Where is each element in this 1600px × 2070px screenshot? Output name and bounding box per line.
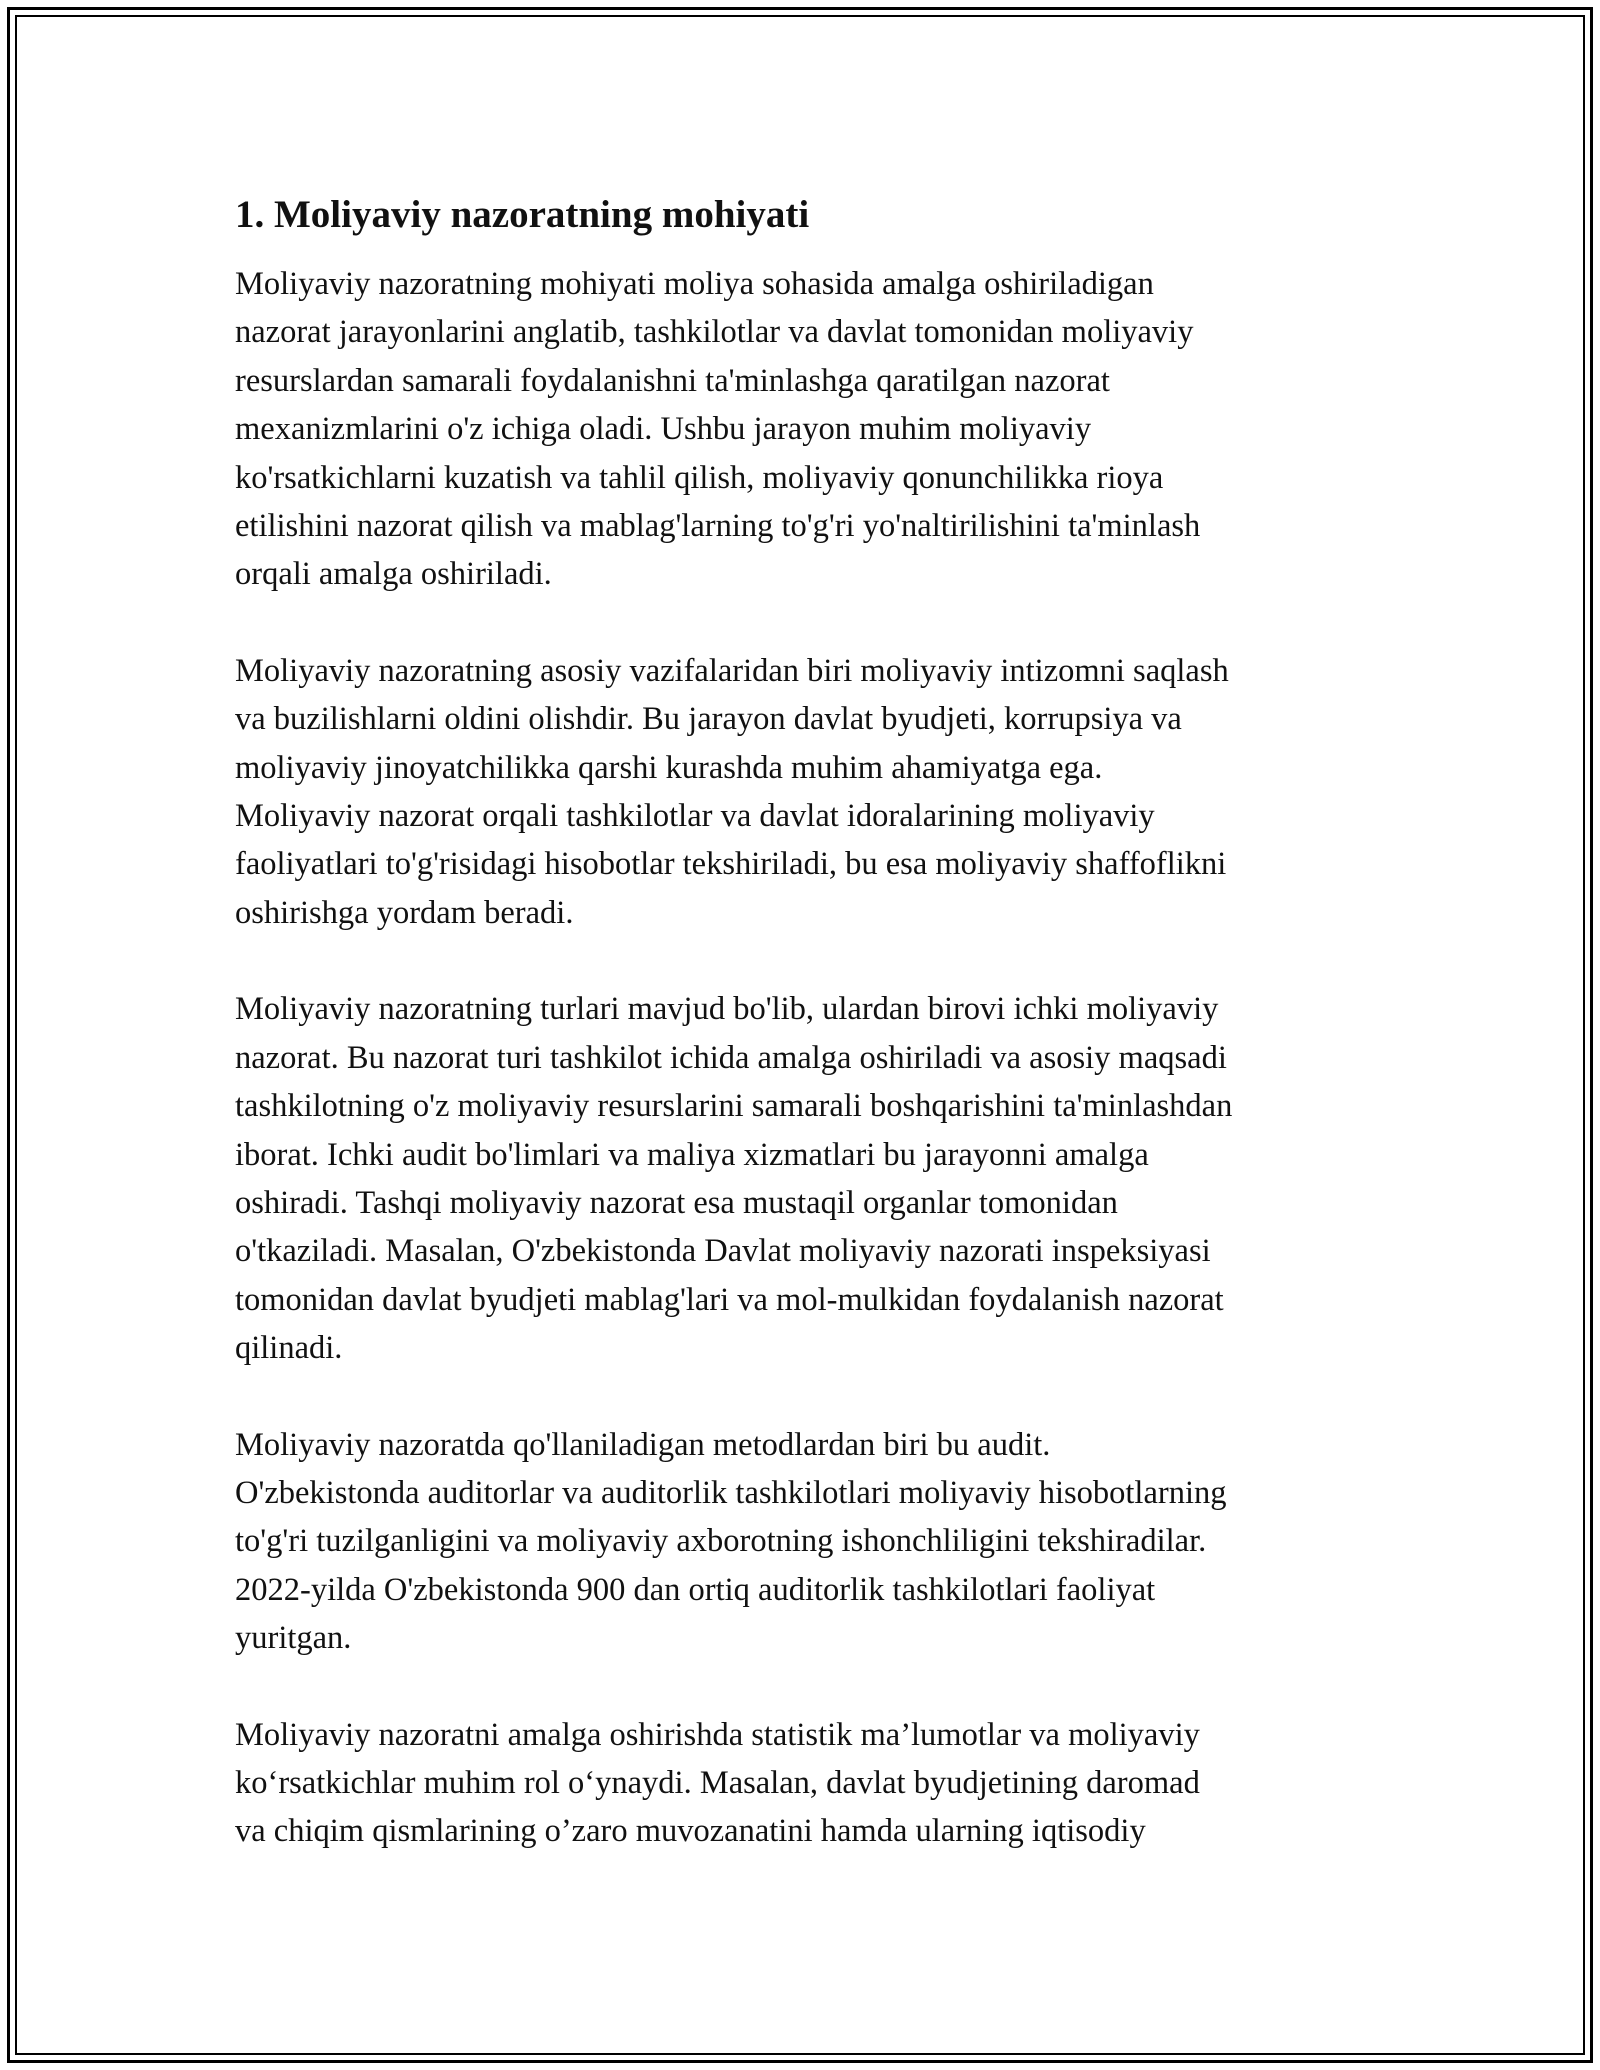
- text-line: iborat. Ichki audit bo'limlari va maliya xizmatlari bu jarayonni amalga: [235, 1136, 1149, 1173]
- text-line: va chiqim qismlarining o’zaro muvozanatini hamda ularning iqtisodiy: [235, 1813, 1146, 1850]
- text-line: faoliyatlari to'g'risidagi hisobotlar tekshiriladi, bu esa moliyaviy shaffoflikni: [235, 846, 1227, 883]
- text-line: ko'rsatkichlarni kuzatish va tahlil qilish, moliyaviy qonunchilikka rioya: [235, 459, 1164, 496]
- text-line: to'g'ri tuzilganligini va moliyaviy axborotning ishonchliligini tekshiradilar.: [235, 1523, 1207, 1560]
- text-line: qilinadi.: [235, 1330, 343, 1367]
- text-line: Moliyaviy nazoratning asosiy vazifalaridan biri moliyaviy intizomni saqlash: [235, 652, 1229, 689]
- text-line: 2022-yilda O'zbekistonda 900 dan ortiq auditorlik tashkilotlari faoliyat: [235, 1571, 1156, 1608]
- text-line: o'tkaziladi. Masalan, O'zbekistonda Davlat moliyaviy nazorati inspeksiyasi: [235, 1233, 1211, 1270]
- document-body: [235, 190, 1365, 1904]
- text-line: Moliyaviy nazorat orqali tashkilotlar va davlat idoralarining moliyaviy: [235, 798, 1155, 835]
- section-title: 1. Moliyaviy nazoratning mohiyati: [235, 193, 810, 236]
- text-line: ko‘rsatkichlar muhim rol o‘ynaydi. Masalan, davlat byudjetining daromad: [235, 1764, 1200, 1801]
- paragraph-5: [235, 1711, 1365, 1856]
- text-line: resurslardan samarali foydalanishni ta'minlashga qaratilgan nazorat: [235, 362, 1110, 399]
- text-line: O'zbekistonda auditorlar va auditorlik tashkilotlari moliyaviy hisobotlarning: [235, 1474, 1227, 1511]
- text-line: oshirishga yordam beradi.: [235, 894, 574, 931]
- text-line: Moliyaviy nazoratni amalga oshirishda statistik ma’lumotlar va moliyaviy: [235, 1716, 1200, 1753]
- paragraph-3: [235, 985, 1365, 1372]
- text-line: mexanizmlarini o'z ichiga oladi. Ushbu jarayon muhim moliyaviy: [235, 411, 1092, 448]
- text-line: moliyaviy jinoyatchilikka qarshi kurashda muhim ahamiyatga ega.: [235, 749, 1103, 786]
- text-line: yuritgan.: [235, 1620, 352, 1657]
- text-line: oshiradi. Tashqi moliyaviy nazorat esa mustaqil organlar tomonidan: [235, 1184, 1118, 1221]
- text-line: orqali amalga oshiriladi.: [235, 556, 552, 593]
- paragraph-4: [235, 1421, 1365, 1663]
- paragraph-1: [235, 260, 1365, 599]
- paragraph-2: [235, 647, 1365, 937]
- text-line: Moliyaviy nazoratning mohiyati moliya sohasida amalga oshiriladigan: [235, 266, 1154, 302]
- text-line: va buzilishlarni oldini olishdir. Bu jarayon davlat byudjeti, korrupsiya va: [235, 701, 1182, 738]
- text-line: Moliyaviy nazoratning turlari mavjud bo'lib, ulardan birovi ichki moliyaviy: [235, 991, 1219, 1028]
- text-line: nazorat. Bu nazorat turi tashkilot ichida amalga oshiriladi va asosiy maqsadi: [235, 1039, 1227, 1076]
- text-line: nazorat jarayonlarini anglatib, tashkilotlar va davlat tomonidan moliyaviy: [235, 314, 1194, 351]
- text-line: tomonidan davlat byudjeti mablag'lari va mol-mulkidan foydalanish nazorat: [235, 1281, 1224, 1318]
- text-line: Moliyaviy nazoratda qo'llaniladigan metodlardan biri bu audit.: [235, 1426, 1051, 1463]
- text-line: etilishini nazorat qilish va mablag'larning to'g'ri yo'naltirilishini ta'minlash: [235, 508, 1201, 545]
- text-line: tashkilotning o'z moliyaviy resurslarini samarali boshqarishini ta'minlashdan: [235, 1088, 1233, 1125]
